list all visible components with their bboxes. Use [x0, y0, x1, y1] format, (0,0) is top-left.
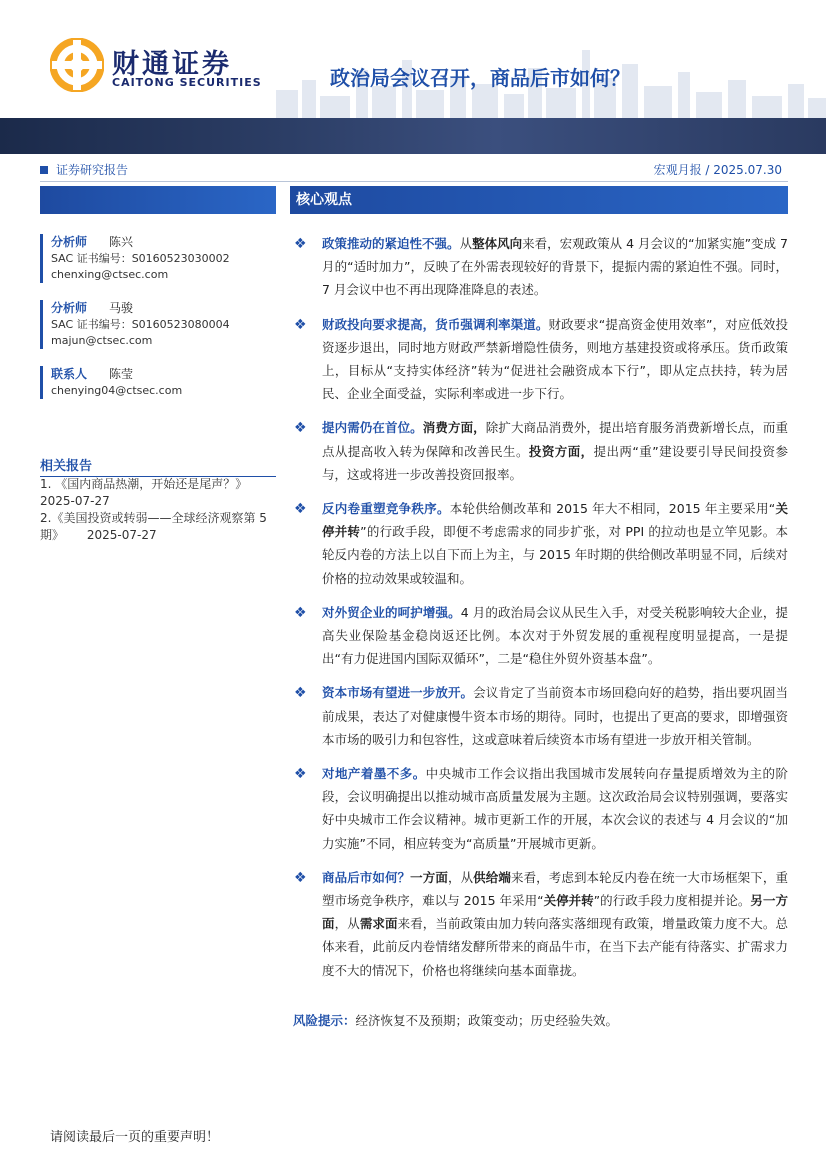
diamond-bullet-icon: ❖	[294, 316, 307, 333]
point-keyword: 消费方面，	[422, 420, 486, 436]
point-text: 从	[459, 236, 473, 251]
analyst-name: 马骏	[109, 301, 134, 315]
point-text: 本轮供给侧改革和 2015 年大不相同，2015 年主要采用“	[449, 501, 776, 517]
related-reports-title: 相关报告	[40, 455, 276, 477]
core-point	[290, 681, 788, 751]
point-keyword: 需求面	[359, 916, 398, 932]
risk-text: 经济恢复不及预期；政策变动；历史经验失效。	[355, 1013, 619, 1028]
analyst-card	[40, 300, 287, 349]
caitong-logo-icon	[50, 38, 104, 92]
contact-name: 陈莹	[109, 367, 134, 381]
point-heading: 对外贸企业的呵护增强。	[322, 604, 461, 620]
point-heading: 提内需仍在首位。	[322, 420, 423, 436]
point-heading: 资本市场有望进一步放开。	[322, 685, 474, 701]
analyst-card	[40, 234, 287, 283]
diamond-bullet-icon: ❖	[294, 766, 307, 783]
risk-label: 风险提示：	[293, 1013, 356, 1028]
point-text: 会议肯定了当前资本市场回稳向好的趋势，指出要巩固当前成果，表达了对健康慢牛资本市场的期待。同时，也提出了更高的要求，即增强资本市场的吸引力和包容性，这或意味着后续资本市场有望进一步放开相关管制。	[322, 685, 788, 747]
core-point	[290, 762, 788, 855]
contact-card	[40, 366, 287, 399]
core-point	[290, 232, 788, 302]
point-keyword: 关停并转	[543, 893, 594, 909]
analyst-cert: SAC 证书编号：S0160523030002	[51, 252, 230, 265]
analyst-email[interactable]: majun@ctsec.com	[51, 334, 153, 347]
point-text: 中央城市工作会议指出我国城市发展转向存量提质增效为主的阶段，会议明确提出以推动城市高质量发展为主题。这次政治局会议特别强调，要落实好中央城市工作会议精神。城市更新工作的开展，本次会议的表述与 4 月会议的“加力实施”不同，相应转变为“高质量”开展城市更新。	[322, 766, 788, 851]
point-keyword: 投资方面，	[528, 443, 594, 459]
diamond-bullet-icon: ❖	[294, 685, 307, 702]
core-views-list	[290, 232, 788, 993]
report-info-line	[40, 159, 788, 182]
point-keyword: 另一方面	[322, 893, 788, 932]
logo-english-name: CAITONG SECURITIES	[112, 76, 262, 89]
risk-warning	[293, 1011, 788, 1031]
point-text: 除扩大商品消费外，提出培育服务消费新增长点，而重点从提高收入转为保障和改善民生。	[322, 420, 788, 459]
header-band	[0, 118, 826, 154]
point-keyword: 一方面	[410, 869, 448, 885]
diamond-bullet-icon: ❖	[294, 501, 307, 518]
point-keyword: 整体风向	[472, 236, 523, 251]
analyst-role: 分析师	[51, 301, 88, 315]
point-text: ，从	[334, 916, 360, 932]
point-text: ”的行政手段力度相提并论。	[593, 893, 751, 909]
core-point	[290, 497, 788, 590]
point-text: ，从	[447, 869, 474, 885]
diamond-bullet-icon: ❖	[294, 420, 307, 437]
related-report-item[interactable]: 2.《美国投资或转弱——全球经济观察第 5	[40, 511, 267, 525]
analyst-cert: SAC 证书编号：S0160523080004	[51, 318, 230, 331]
diamond-bullet-icon: ❖	[294, 236, 307, 252]
core-point	[290, 601, 788, 671]
point-text: 提出两“重”建设要引导民间投资参与，这或将进一步改善投资回报率。	[322, 443, 788, 482]
analyst-role: 分析师	[51, 235, 88, 249]
analyst-email[interactable]: chenxing@ctsec.com	[51, 268, 169, 281]
diamond-bullet-icon: ❖	[294, 869, 307, 886]
point-text: 4 月的政治局会议从民生入手，对受关税影响较大企业，提高失业保险基金稳岗返还比例。本次对于外贸发展的重视程度明显提高，一是提出“有力促进国内国际双循环”，二是“稳住外贸外资基本盘”。	[322, 604, 788, 667]
related-report-date: 2025-07-27	[40, 494, 110, 508]
diamond-bullet-icon: ❖	[294, 604, 307, 621]
point-keyword: 关停并转	[322, 501, 788, 540]
core-views-header: 核心观点	[290, 186, 788, 214]
contact-role: 联系人	[51, 367, 88, 381]
report-date-label: 宏观月报 / 2025.07.30	[653, 163, 782, 177]
point-heading: 商品后市如何？	[322, 869, 411, 885]
point-text: 财政要求“提高资金使用效率”，对应低效投资逐步退出，同时地方财政严禁新增隐性债务，则地方基建投资或将承压。货币政策上，目标从“支持实体经济”转为“促进社会融资成本下行”，即从定点扶持，转为居民、企业全面受益，实际利率或进一步下行。	[322, 316, 788, 402]
point-heading: 财政投向要求提高，货币强调利率渠道。	[322, 316, 549, 332]
contact-email[interactable]: chenying04@ctsec.com	[51, 384, 183, 397]
point-heading: 政策推动的紧迫性不强。	[322, 236, 460, 251]
sidebar-header-bar	[40, 186, 276, 214]
core-point	[290, 313, 788, 406]
point-text: 来看，宏观政策从 4 月会议的“加紧实施”变成 7 月的“适时加力”，反映了在外需表现较好的背景下，提振内需的紧迫性不强。同时，7 月会议中也不再出现降准降息的表述。	[322, 236, 788, 298]
related-report-date: 期》 2025-07-27	[40, 528, 157, 542]
core-point	[290, 866, 788, 982]
analyst-name: 陈兴	[109, 235, 134, 249]
page-header	[0, 0, 826, 156]
point-heading: 对地产着墨不多。	[322, 766, 426, 782]
point-text: 来看，考虑到本轮反内卷在统一大市场框架下，重塑市场竞争秩序，难以与 2015 年采用“	[322, 869, 788, 909]
core-point	[290, 416, 788, 486]
report-type-label: 证券研究报告	[40, 161, 128, 178]
related-report-item[interactable]: 1. 《国内商品热潮，开始还是尾声？》	[40, 477, 248, 491]
point-text: ”的行政手段，即便不考虑需求的同步扩张，对 PPI 的拉动也是立竿见影。本轮反内卷的方法上以自下而上为主，与 2015 年时期的供给侧改革明显不同，后续对价格的拉动效果或较温和。	[322, 524, 788, 586]
point-heading: 反内卷重塑竞争秩序。	[322, 501, 450, 517]
point-keyword: 供给端	[473, 869, 511, 885]
related-reports-list	[40, 476, 280, 544]
logo-chinese-name: 财通证券	[112, 49, 232, 80]
point-text: 来看，当前政策由加力转向落实落细现有政策，增量政策力度不大。总体来看，此前反内卷情绪发酵所带来的商品牛市，在当下去产能有待落实、扩需求力度不大的情况下，价格也将继续向基本面靠拢。	[322, 916, 788, 978]
report-title: 政治局会议召开，商品后市如何？	[330, 66, 630, 90]
footer-disclaimer: 请阅读最后一页的重要声明！	[50, 1130, 220, 1145]
